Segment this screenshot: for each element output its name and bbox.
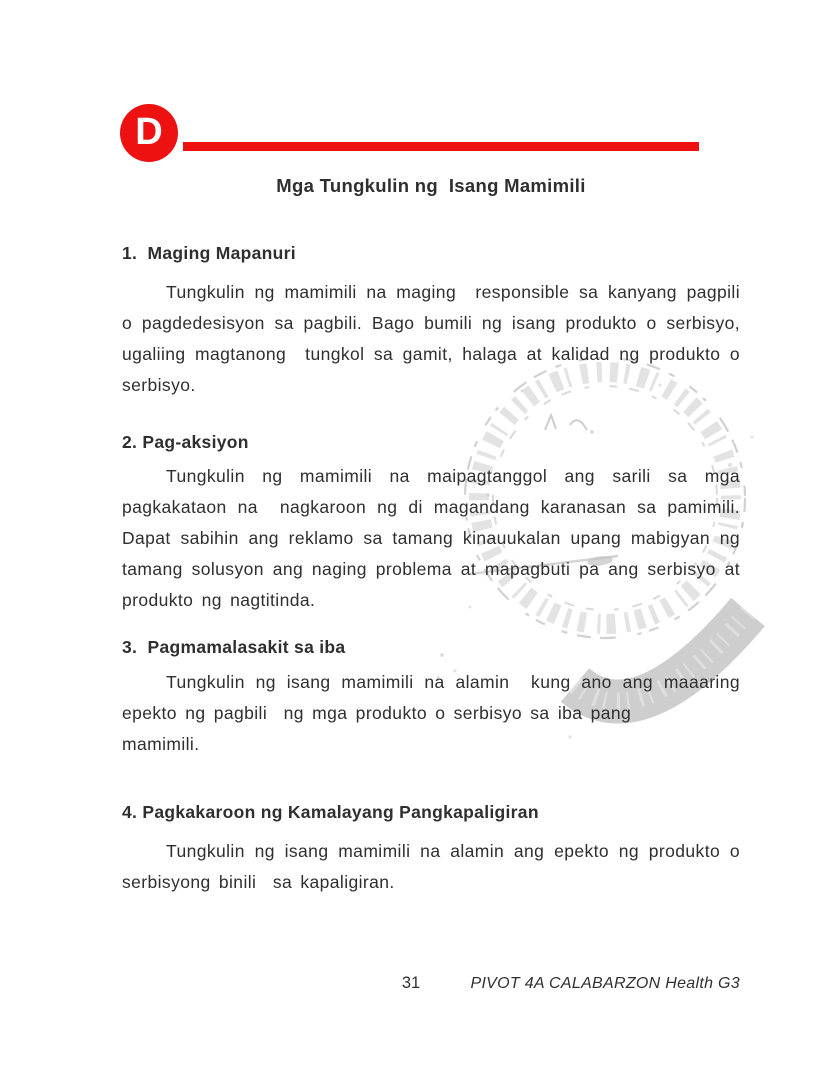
section-3-paragraph-continued: mamimili.	[122, 734, 200, 754]
section-3-paragraph: Tungkulin ng isang mamimili na alamin kung ano ang maaaring epekto ng pagbili ng mga produkto o serbisyo sa iba pang	[122, 672, 749, 723]
page-number: 31	[401, 974, 421, 992]
section-2-paragraph: Tungkulin ng mamimili na maipagtanggol ang sarili sa mga pagkakataon na nagkaroon ng di magandang karanasan sa pamimili. Dapat sabihin ang reklamo sa tamang kinauukalan upang mabigyan ng tamang solusyon ang naging problema at mapagbuti pa ang serbisyo at produkto ng nagtitinda.	[122, 466, 749, 610]
accent-rule	[183, 142, 699, 151]
badge-letter: D	[135, 111, 163, 153]
footer-credit: PIVOT 4A CALABARZON Health G3	[470, 975, 740, 992]
section-2-heading: 2. Pag-aksiyon	[122, 432, 249, 452]
page-title: Mga Tungkulin ng Isang Mamimili	[276, 175, 586, 196]
section-4-heading: 4. Pagkakaroon ng Kamalayang Pangkapaligiran	[122, 802, 539, 822]
section-3-heading: 3. Pagmamalasakit sa iba	[122, 637, 346, 657]
section-letter-badge	[120, 104, 178, 162]
section-4-paragraph: Tungkulin ng isang mamimili na alamin ang epekto ng produkto o serbisyong binili sa kapaligiran.	[122, 841, 749, 892]
section-1-paragraph: Tungkulin ng mamimili na maging responsible sa kanyang pagpili o pagdedesisyon sa pagbili. Bago bumili ng isang produkto o serbisyo, ugaliing magtanong tungkol sa gamit, halaga at kalidad ng produkto o serbisyo.	[122, 282, 749, 395]
section-1-heading: 1. Maging Mapanuri	[122, 243, 296, 263]
